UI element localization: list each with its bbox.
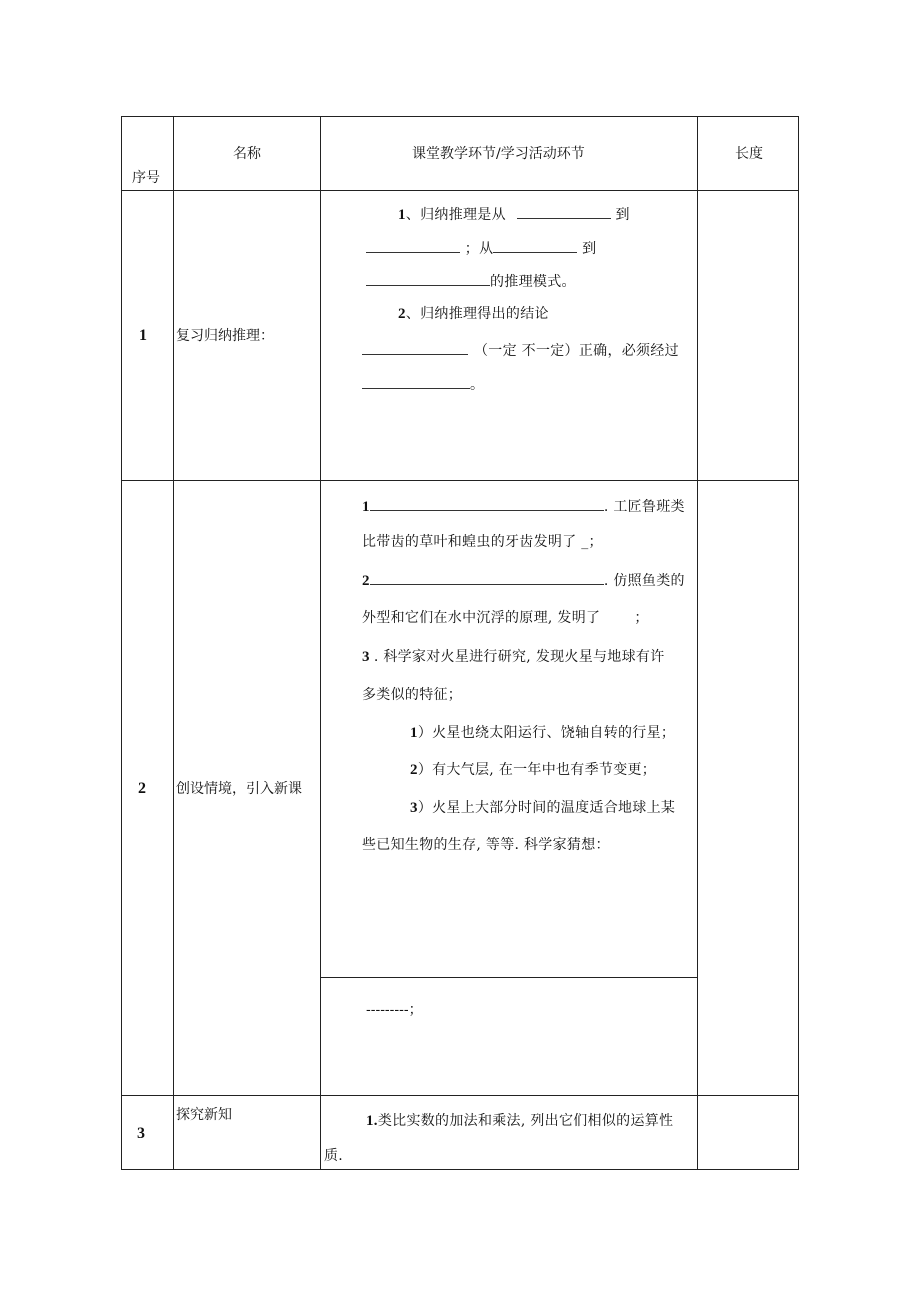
row-1-item-1-to-1: 到 (615, 207, 630, 223)
row-2-blank-2[interactable] (370, 572, 604, 585)
row-3-item-1-number: 1. (366, 1113, 378, 1129)
row-1-item-2-line-2 (362, 342, 679, 358)
row-2-item-2-text-b: 外型和它们在水中沉浮的原理, 发明了 (362, 610, 601, 626)
row-1-blank-5[interactable] (362, 342, 468, 355)
row-2-name: 创设情境，引入新课 (176, 781, 302, 797)
row-1-item-1-line-1 (398, 206, 630, 223)
header-index: 序号 (132, 170, 160, 186)
row-3-item-1-text-a: 类比实数的加法和乘法, 列出它们相似的运算性 (377, 1113, 674, 1129)
row-1-item-1-tail: 的推理模式。 (490, 274, 576, 290)
row-2-sub-2-text: ）有大气层, 在一年中也有季节变更； (417, 762, 657, 778)
header-name: 名称 (233, 146, 261, 162)
row-1-blank-6[interactable] (362, 376, 470, 389)
row-3-name: 探究新知 (176, 1107, 232, 1123)
row-1-index: 1 (139, 327, 147, 344)
row-1-item-2-number: 2 (398, 306, 406, 322)
row-2-sub-3-number: 3 (410, 800, 418, 816)
row-2-item-3-number: 3 (362, 649, 370, 665)
row-2-item-2-line-2 (362, 611, 649, 625)
row-1-item-2-choice: （一定 不一定）正确，必须经过 (474, 343, 679, 359)
row-2-sub-3-text: ）火星上大部分时间的温度适合地球上某 (417, 800, 676, 816)
row-1-item-2-prefix: 、归纳推理得出的结论 (405, 306, 549, 322)
row-1-blank-1[interactable] (517, 206, 611, 219)
row-1-name: 复习归纳推理： (176, 328, 274, 344)
row-3-index: 3 (137, 1125, 145, 1142)
row-1-blank-3[interactable] (493, 240, 577, 253)
row-2-sub-3 (410, 801, 675, 816)
row-2-item-2-number: 2 (362, 573, 370, 589)
row-2-item-3-text-a: . 科学家对火星进行研究, 发现火星与地球有许 (373, 649, 665, 665)
row-3-item-1-line-1 (366, 1114, 673, 1129)
row-1-item-1-to-2: 到 (582, 241, 597, 257)
row-1-item-1-number: 1 (398, 207, 406, 223)
row-2-sub-1 (410, 726, 675, 741)
row-divider-2-inner (320, 977, 698, 978)
row-1-item-1-line-2 (366, 240, 596, 256)
row-1-blank-2[interactable] (366, 240, 460, 253)
row-2-item-2-text-a: . 仿照鱼类的 (603, 573, 685, 589)
row-1-item-2-line-1 (398, 307, 549, 322)
col-divider-2 (320, 116, 321, 1170)
row-3-item-1-line-2: 质. (324, 1148, 344, 1164)
header-activity: 课堂教学环节/学习活动环节 (412, 146, 585, 162)
row-2-sub-1-number: 1 (410, 725, 418, 741)
row-2-item-3-line-1 (362, 650, 665, 665)
row-2-item-1-number: 1 (362, 499, 370, 515)
row-2-sub-2 (410, 763, 656, 778)
row-2-blank-1[interactable] (370, 498, 604, 511)
row-1-blank-4[interactable] (366, 273, 490, 286)
row-2-item-2-text-b-end: ； (634, 610, 649, 626)
row-2-index: 2 (138, 780, 146, 797)
row-2-sub-2-number: 2 (410, 762, 418, 778)
row-1-item-1-line-3 (366, 273, 576, 289)
row-2-item-1-line-2: 比带齿的草叶和蝗虫的牙齿发明了 _； (362, 534, 603, 550)
row-1-item-1-from: ；从 (464, 241, 494, 257)
row-1-item-2-line-3 (362, 376, 484, 392)
table-border-right (798, 116, 799, 1170)
row-2-sub-3-continued: 些已知生物的生存, 等等. 科学家猜想： (362, 837, 610, 853)
table-border-left (121, 116, 122, 1170)
row-1-item-1-prefix: 、归纳推理是从 (405, 207, 506, 223)
row-1-item-2-end: 。 (470, 377, 485, 393)
col-divider-1 (173, 116, 174, 1170)
row-2-item-2-line-1 (362, 572, 685, 589)
header-length: 长度 (735, 146, 763, 162)
row-2-item-1-line-1 (362, 498, 685, 515)
row-2-item-3-line-2: 多类似的特征； (362, 687, 463, 703)
col-divider-3 (697, 116, 698, 1170)
row-2-sub-1-text: ）火星也绕太阳运行、饶轴自转的行星； (417, 725, 676, 741)
row-2-dashes: ---------； (366, 1002, 423, 1018)
row-2-item-1-text-a: . 工匠鲁班类 (603, 499, 685, 515)
